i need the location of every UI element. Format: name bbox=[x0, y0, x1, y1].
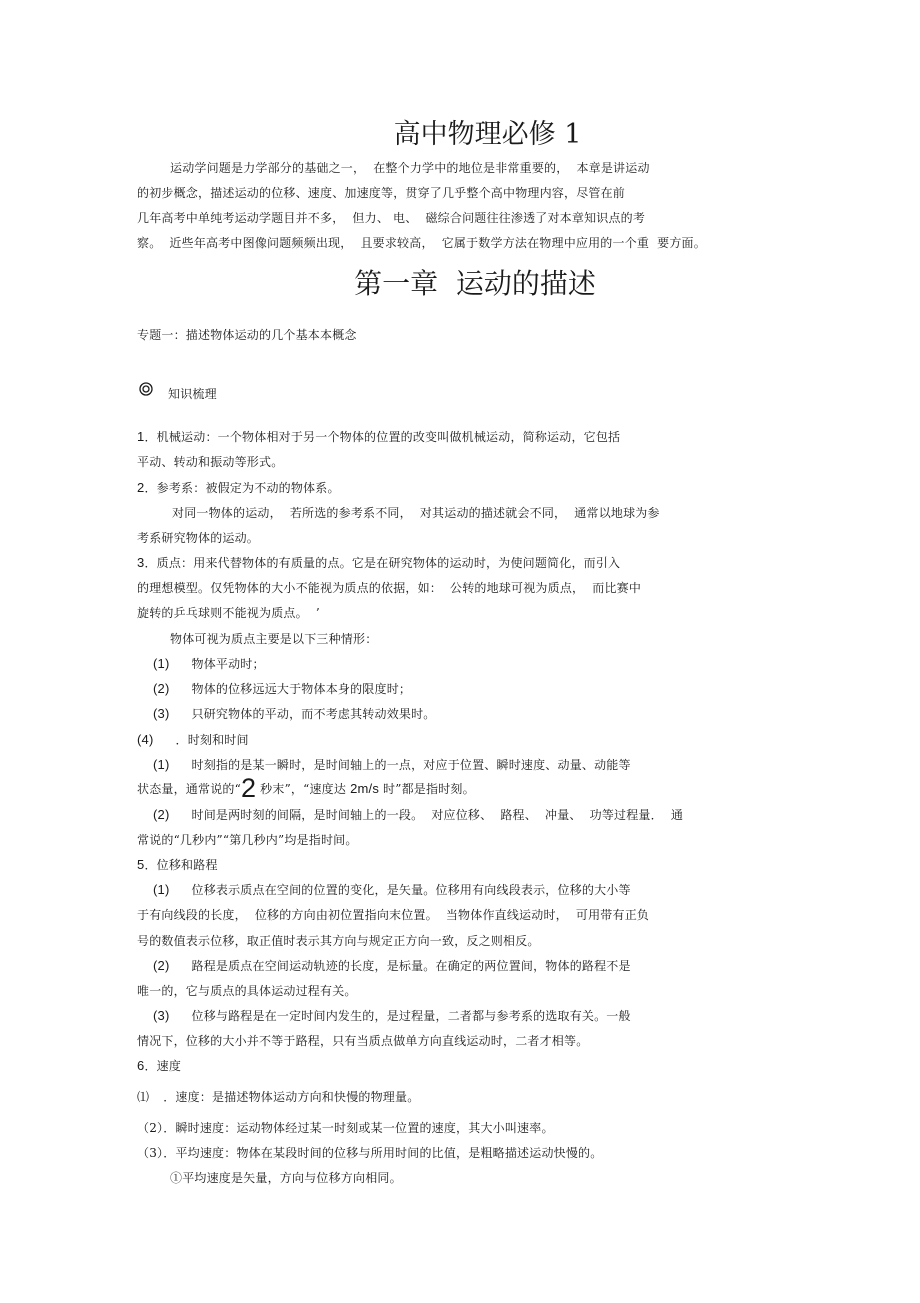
case-3-text: 只研究物体的平动，而不考虑其转动效果时。 bbox=[191, 707, 436, 721]
disp-1-text: 位移表示质点在空间的位置的变化，是矢量。位移用有向线段表示，位移的大小等 bbox=[191, 883, 631, 897]
item-5-number: 5 bbox=[137, 857, 145, 872]
item-6-heading bbox=[137, 1058, 181, 1074]
time-2-text: 时间是两时刻的间隔，是时间轴上的一段。 对应位移、 路程、 冲量、 功等过程量． 通 bbox=[191, 808, 684, 822]
item-6-number: 6 bbox=[137, 1058, 145, 1073]
item-3-line-2: 的理想模型。仅凭物体的大小不能视为质点的依据，如： 公转的地球可视为质点， 而比赛中 bbox=[137, 581, 642, 595]
item-2-line-1 bbox=[137, 480, 340, 496]
velocity-3 bbox=[137, 1145, 602, 1161]
item-1-line-1 bbox=[137, 429, 620, 445]
time-1-line-2-a: 状态量，通常说的“ bbox=[137, 782, 241, 796]
velocity-1-text: ．速度：是描述物体运动方向和快慢的物理量。 bbox=[163, 1090, 420, 1104]
velocity-3-number: （3） bbox=[137, 1146, 164, 1160]
time-1-line-2 bbox=[137, 773, 475, 803]
intro-line-3: 几年高考中单纯考运动学题目并不多， 但力、 电、 磁综合问题往往渗透了对本章知识点的考 bbox=[137, 211, 646, 225]
item-2-line-3: 考系研究物体的运动。 bbox=[137, 531, 260, 545]
disp-2-text: 路程是质点在空间运动轨迹的长度，是标量。在确定的两位置间，物体的路程不是 bbox=[191, 959, 631, 973]
item-3-line-1 bbox=[137, 555, 620, 571]
item-3-line-3: 旋转的乒乓球则不能视为质点。 ’ bbox=[137, 606, 320, 620]
item-2-text: ．参考系：被假定为不动的物体系。 bbox=[144, 481, 340, 495]
time-2-line-1 bbox=[153, 807, 683, 823]
disp-1-number: (1) bbox=[153, 882, 170, 897]
disp-2-number: (2) bbox=[153, 958, 170, 973]
intro-line-2: 的初步概念，描述运动的位移、速度、加速度等，贯穿了几乎整个高中物理内容，尽管在前 bbox=[137, 186, 626, 200]
case-1-number: (1) bbox=[153, 656, 170, 671]
case-3-number: (3) bbox=[153, 706, 170, 721]
item-3-text: ．质点：用来代替物体的有质量的点。它是在研究物体的运动时，为使问题简化，而引入 bbox=[144, 556, 621, 570]
speed-value: 2m/s bbox=[350, 781, 380, 796]
disp-1-line-3: 号的数值表示位移，取正值时表示其方向与规定正方向一致，反之则相反。 bbox=[137, 934, 540, 948]
time-1-line-1 bbox=[153, 757, 631, 773]
item-3-line-4: 物体可视为质点主要是以下三种情形： bbox=[170, 632, 378, 646]
velocity-1 bbox=[137, 1089, 419, 1105]
item-4-text: ．时刻和时间 bbox=[175, 733, 249, 747]
section-heading: 知识梳理 bbox=[168, 387, 217, 401]
intro-line-4: 察。 近些年高考中图像问题频频出现， 且要求较高， 它属于数学方法在物理中应用的一个重 要方面。 bbox=[137, 236, 706, 250]
velocity-3-text: ．平均速度：物体在某段时间的位移与所用时间的比值，是粗略描述运动快慢的。 bbox=[163, 1146, 603, 1160]
case-2-text: 物体的位移远远大于物体本身的限度时； bbox=[191, 682, 412, 696]
bullseye-icon bbox=[139, 382, 153, 396]
disp-3-number: (3) bbox=[153, 1008, 170, 1023]
item-3-number: 3 bbox=[137, 555, 145, 570]
disp-1-line-1 bbox=[153, 882, 631, 898]
disp-2-line-1 bbox=[153, 958, 631, 974]
case-2 bbox=[153, 681, 411, 697]
velocity-1-number: ⑴ bbox=[137, 1090, 150, 1104]
case-1-text: 物体平动时； bbox=[191, 657, 265, 671]
topic-heading: 专题一：描述物体运动的几个基本本概念 bbox=[137, 328, 357, 342]
velocity-2 bbox=[137, 1120, 554, 1136]
time-1-line-2-c: 时”都是指时刻。 bbox=[379, 782, 475, 796]
time-2-number: (2) bbox=[153, 807, 170, 822]
item-5-text: ．位移和路程 bbox=[144, 858, 218, 872]
time-1-text: 时刻指的是某一瞬时，是时间轴上的一点，对应于位置、瞬时速度、动量、动能等 bbox=[191, 758, 631, 772]
case-2-number: (2) bbox=[153, 681, 170, 696]
velocity-2-text: ．瞬时速度：运动物体经过某一时刻或某一位置的速度，其大小叫速率。 bbox=[163, 1121, 554, 1135]
disp-3-line-1 bbox=[153, 1008, 631, 1024]
disp-2-line-2: 唯一的，它与质点的具体运动过程有关。 bbox=[137, 984, 357, 998]
disp-1-line-2: 于有向线段的长度， 位移的方向由初位置指向末位置。 当物体作直线运动时， 可用带有正负 bbox=[137, 908, 650, 922]
intro-line-1: 运动学问题是力学部分的基础之一， 在整个力学中的地位是非常重要的， 本章是讲运动 bbox=[170, 161, 650, 175]
item-1-number: 1 bbox=[137, 429, 145, 444]
disp-3-text: 位移与路程是在一定时间内发生的，是过程量，二者都与参考系的选取有关。一般 bbox=[191, 1009, 631, 1023]
big-number-2: 2 bbox=[240, 773, 257, 803]
item-2-line-2: 对同一物体的运动， 若所选的参考系不同， 对其运动的描述就会不同， 通常以地球为参 bbox=[172, 506, 660, 520]
item-1-text: ．机械运动：一个物体相对于另一个物体的位置的改变叫做机械运动，简称运动，它包括 bbox=[144, 430, 621, 444]
disp-3-line-2: 情况下，位移的大小并不等于路程，只有当质点做单方向直线运动时，二者才相等。 bbox=[137, 1034, 589, 1048]
item-2-number: 2 bbox=[137, 480, 145, 495]
item-5-heading bbox=[137, 857, 218, 873]
item-4-heading bbox=[137, 732, 249, 748]
item-1-line-2: 平动、转动和振动等形式。 bbox=[137, 455, 284, 469]
case-1 bbox=[153, 656, 265, 672]
time-1-line-2-b: 秒末”，“速度达 bbox=[256, 782, 351, 796]
velocity-3-sub: ①平均速度是矢量，方向与位移方向相同。 bbox=[170, 1171, 402, 1185]
time-2-line-2: 常说的“几秒内”“第几秒内”均是指时间。 bbox=[137, 833, 358, 847]
item-4-number: (4) bbox=[137, 732, 154, 747]
time-1-number: (1) bbox=[153, 757, 170, 772]
item-6-text: ．速度 bbox=[144, 1059, 182, 1073]
case-3 bbox=[153, 706, 436, 722]
chapter-title: 第一章 运动的描述 bbox=[354, 267, 596, 300]
document-title: 高中物理必修 1 bbox=[393, 119, 582, 150]
velocity-2-number: （2） bbox=[137, 1121, 164, 1135]
